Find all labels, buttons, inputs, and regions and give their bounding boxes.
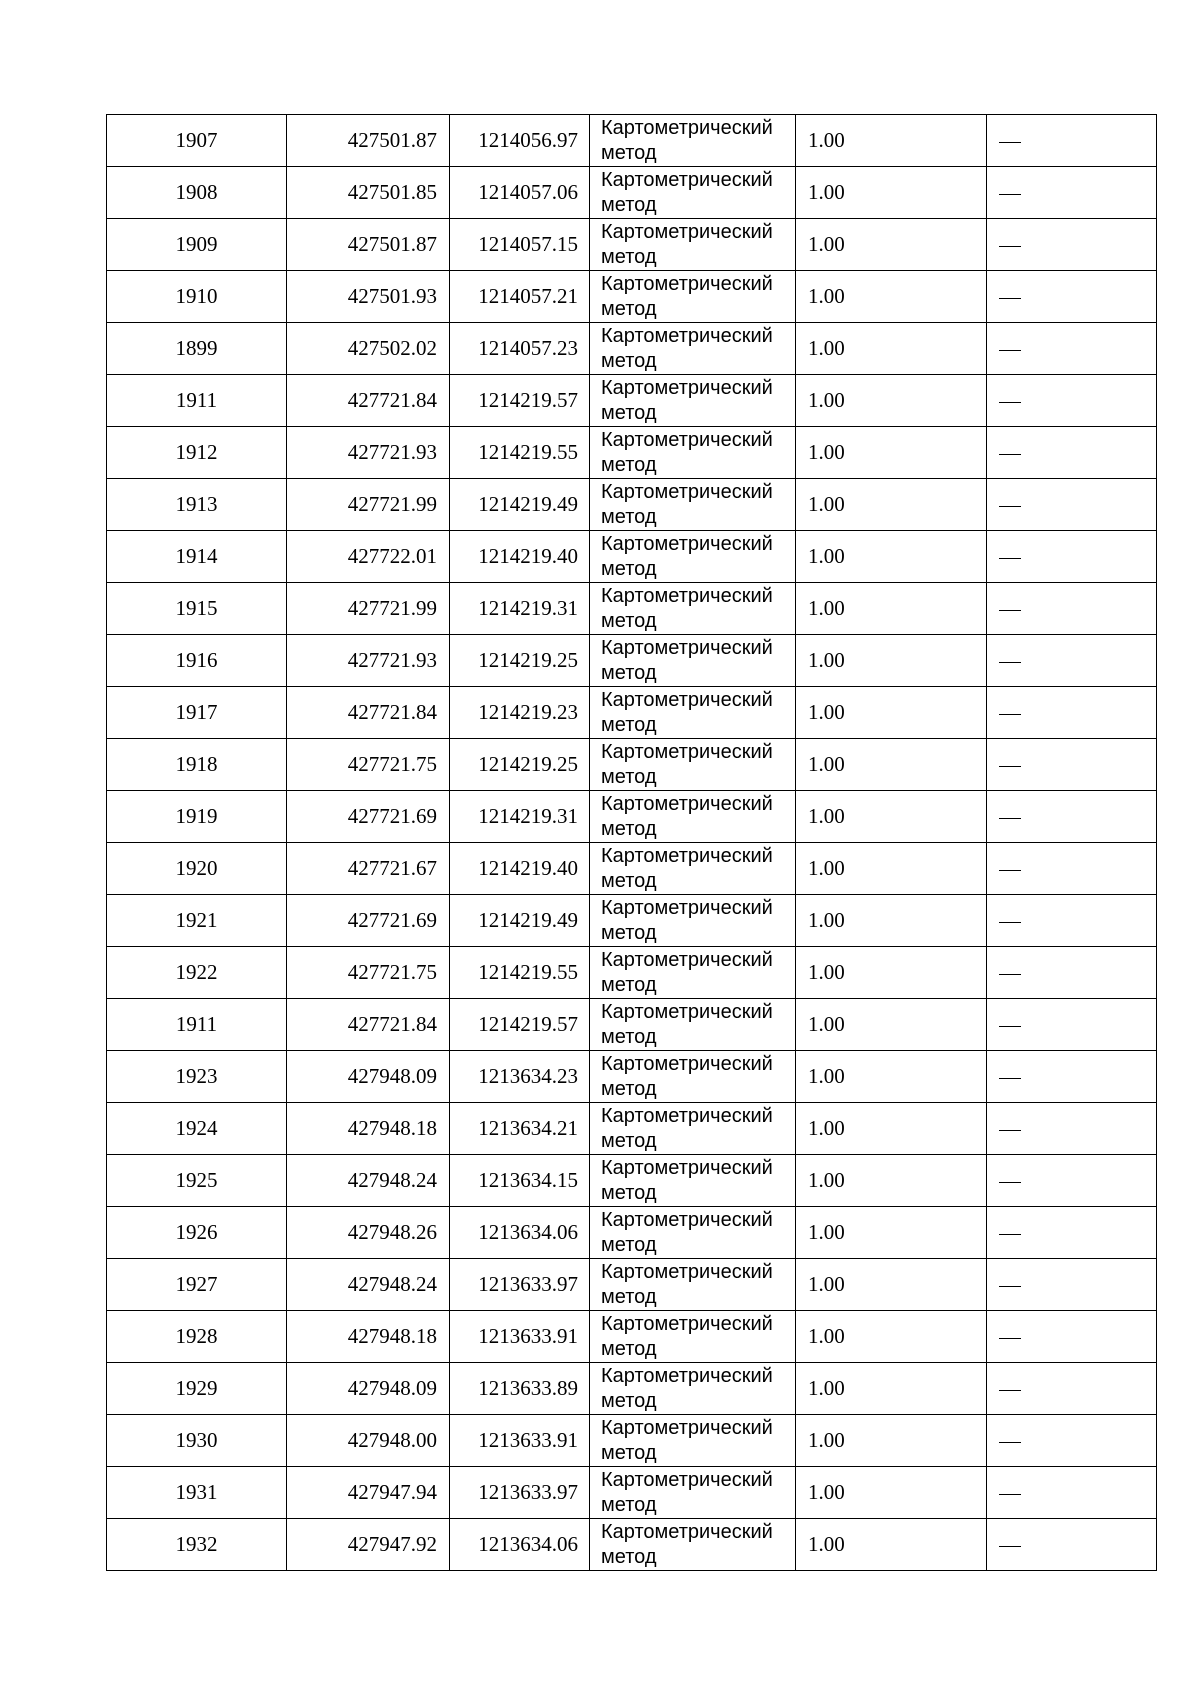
- accuracy-cell: 1.00: [796, 479, 987, 531]
- table-row: [107, 323, 1157, 375]
- x-coordinate-cell: 427721.93: [287, 635, 450, 687]
- accuracy-cell: 1.00: [796, 1051, 987, 1103]
- description-cell: [987, 531, 1157, 583]
- x-coordinate-cell: 427721.99: [287, 479, 450, 531]
- point-number-cell: 1908: [107, 167, 287, 219]
- method-cell: Картометрический метод: [590, 271, 796, 323]
- y-coordinate-cell: 1214219.40: [450, 843, 590, 895]
- table-row: [107, 479, 1157, 531]
- x-coordinate-cell: 427501.85: [287, 167, 450, 219]
- dash-mark: [999, 1182, 1021, 1183]
- dash-mark: [999, 1130, 1021, 1131]
- table-row: [107, 739, 1157, 791]
- table-row: [107, 583, 1157, 635]
- accuracy-cell: 1.00: [796, 115, 987, 167]
- dash-mark: [999, 454, 1021, 455]
- description-cell: [987, 1311, 1157, 1363]
- method-cell: Картометрический метод: [590, 1519, 796, 1571]
- table-row: [107, 687, 1157, 739]
- y-coordinate-cell: 1214219.23: [450, 687, 590, 739]
- point-number-cell: 1919: [107, 791, 287, 843]
- coordinates-table: [106, 114, 1157, 1571]
- accuracy-cell: 1.00: [796, 427, 987, 479]
- method-cell: Картометрический метод: [590, 739, 796, 791]
- accuracy-cell: 1.00: [796, 1519, 987, 1571]
- dash-mark: [999, 1286, 1021, 1287]
- accuracy-cell: 1.00: [796, 583, 987, 635]
- method-cell: Картометрический метод: [590, 1415, 796, 1467]
- y-coordinate-cell: 1213634.21: [450, 1103, 590, 1155]
- point-number-cell: 1916: [107, 635, 287, 687]
- point-number-cell: 1909: [107, 219, 287, 271]
- y-coordinate-cell: 1213634.15: [450, 1155, 590, 1207]
- point-number-cell: 1923: [107, 1051, 287, 1103]
- x-coordinate-cell: 427722.01: [287, 531, 450, 583]
- point-number-cell: 1918: [107, 739, 287, 791]
- description-cell: [987, 635, 1157, 687]
- dash-mark: [999, 714, 1021, 715]
- description-cell: [987, 323, 1157, 375]
- dash-mark: [999, 246, 1021, 247]
- y-coordinate-cell: 1213634.06: [450, 1519, 590, 1571]
- description-cell: [987, 1363, 1157, 1415]
- table-row: [107, 167, 1157, 219]
- method-cell: Картометрический метод: [590, 167, 796, 219]
- point-number-cell: 1926: [107, 1207, 287, 1259]
- point-number-cell: 1931: [107, 1467, 287, 1519]
- y-coordinate-cell: 1213634.23: [450, 1051, 590, 1103]
- method-cell: Картометрический метод: [590, 791, 796, 843]
- dash-mark: [999, 1078, 1021, 1079]
- method-cell: Картометрический метод: [590, 895, 796, 947]
- method-cell: Картометрический метод: [590, 375, 796, 427]
- x-coordinate-cell: 427948.18: [287, 1103, 450, 1155]
- method-cell: Картометрический метод: [590, 531, 796, 583]
- y-coordinate-cell: 1214219.49: [450, 895, 590, 947]
- x-coordinate-cell: 427721.67: [287, 843, 450, 895]
- method-cell: Картометрический метод: [590, 843, 796, 895]
- description-cell: [987, 1051, 1157, 1103]
- accuracy-cell: 1.00: [796, 687, 987, 739]
- table-row: [107, 1259, 1157, 1311]
- method-cell: Картометрический метод: [590, 1311, 796, 1363]
- table-row: [107, 1155, 1157, 1207]
- x-coordinate-cell: 427721.75: [287, 947, 450, 999]
- dash-mark: [999, 1338, 1021, 1339]
- y-coordinate-cell: 1214219.25: [450, 739, 590, 791]
- dash-mark: [999, 1390, 1021, 1391]
- y-coordinate-cell: 1213633.97: [450, 1467, 590, 1519]
- method-cell: Картометрический метод: [590, 687, 796, 739]
- description-cell: [987, 167, 1157, 219]
- description-cell: [987, 1155, 1157, 1207]
- x-coordinate-cell: 427502.02: [287, 323, 450, 375]
- method-cell: Картометрический метод: [590, 219, 796, 271]
- y-coordinate-cell: 1214219.40: [450, 531, 590, 583]
- description-cell: [987, 791, 1157, 843]
- method-cell: Картометрический метод: [590, 1103, 796, 1155]
- table-row: [107, 1363, 1157, 1415]
- dash-mark: [999, 610, 1021, 611]
- point-number-cell: 1911: [107, 999, 287, 1051]
- point-number-cell: 1928: [107, 1311, 287, 1363]
- description-cell: [987, 1415, 1157, 1467]
- description-cell: [987, 895, 1157, 947]
- method-cell: Картометрический метод: [590, 947, 796, 999]
- point-number-cell: 1930: [107, 1415, 287, 1467]
- dash-mark: [999, 1442, 1021, 1443]
- x-coordinate-cell: 427721.69: [287, 895, 450, 947]
- table-row: [107, 635, 1157, 687]
- description-cell: [987, 219, 1157, 271]
- coordinates-table-body: [107, 115, 1157, 1571]
- point-number-cell: 1912: [107, 427, 287, 479]
- y-coordinate-cell: 1214219.25: [450, 635, 590, 687]
- y-coordinate-cell: 1214219.55: [450, 947, 590, 999]
- method-cell: Картометрический метод: [590, 1259, 796, 1311]
- point-number-cell: 1914: [107, 531, 287, 583]
- point-number-cell: 1899: [107, 323, 287, 375]
- accuracy-cell: 1.00: [796, 375, 987, 427]
- description-cell: [987, 1207, 1157, 1259]
- y-coordinate-cell: 1214219.49: [450, 479, 590, 531]
- dash-mark: [999, 818, 1021, 819]
- x-coordinate-cell: 427721.69: [287, 791, 450, 843]
- x-coordinate-cell: 427721.84: [287, 999, 450, 1051]
- point-number-cell: 1910: [107, 271, 287, 323]
- accuracy-cell: 1.00: [796, 843, 987, 895]
- x-coordinate-cell: 427948.00: [287, 1415, 450, 1467]
- table-row: [107, 1415, 1157, 1467]
- accuracy-cell: 1.00: [796, 1259, 987, 1311]
- accuracy-cell: 1.00: [796, 1155, 987, 1207]
- description-cell: [987, 1467, 1157, 1519]
- table-row: [107, 271, 1157, 323]
- method-cell: Картометрический метод: [590, 1467, 796, 1519]
- table-row: [107, 1051, 1157, 1103]
- point-number-cell: 1929: [107, 1363, 287, 1415]
- accuracy-cell: 1.00: [796, 167, 987, 219]
- dash-mark: [999, 402, 1021, 403]
- point-number-cell: 1917: [107, 687, 287, 739]
- dash-mark: [999, 974, 1021, 975]
- y-coordinate-cell: 1214219.31: [450, 791, 590, 843]
- y-coordinate-cell: 1214219.57: [450, 375, 590, 427]
- x-coordinate-cell: 427948.24: [287, 1155, 450, 1207]
- dash-mark: [999, 662, 1021, 663]
- description-cell: [987, 427, 1157, 479]
- dash-mark: [999, 142, 1021, 143]
- x-coordinate-cell: 427947.92: [287, 1519, 450, 1571]
- point-number-cell: 1913: [107, 479, 287, 531]
- point-number-cell: 1921: [107, 895, 287, 947]
- y-coordinate-cell: 1214219.31: [450, 583, 590, 635]
- x-coordinate-cell: 427948.09: [287, 1363, 450, 1415]
- x-coordinate-cell: 427721.84: [287, 375, 450, 427]
- accuracy-cell: 1.00: [796, 1207, 987, 1259]
- description-cell: [987, 583, 1157, 635]
- accuracy-cell: 1.00: [796, 323, 987, 375]
- x-coordinate-cell: 427948.24: [287, 1259, 450, 1311]
- dash-mark: [999, 922, 1021, 923]
- description-cell: [987, 375, 1157, 427]
- table-row: [107, 999, 1157, 1051]
- accuracy-cell: 1.00: [796, 1311, 987, 1363]
- description-cell: [987, 947, 1157, 999]
- y-coordinate-cell: 1213633.97: [450, 1259, 590, 1311]
- description-cell: [987, 115, 1157, 167]
- x-coordinate-cell: 427501.87: [287, 219, 450, 271]
- accuracy-cell: 1.00: [796, 1363, 987, 1415]
- accuracy-cell: 1.00: [796, 1467, 987, 1519]
- dash-mark: [999, 194, 1021, 195]
- point-number-cell: 1907: [107, 115, 287, 167]
- table-row: [107, 791, 1157, 843]
- x-coordinate-cell: 427721.75: [287, 739, 450, 791]
- accuracy-cell: 1.00: [796, 219, 987, 271]
- y-coordinate-cell: 1213633.89: [450, 1363, 590, 1415]
- dash-mark: [999, 1026, 1021, 1027]
- y-coordinate-cell: 1214057.21: [450, 271, 590, 323]
- dash-mark: [999, 1234, 1021, 1235]
- method-cell: Картометрический метод: [590, 1051, 796, 1103]
- table-row: [107, 1467, 1157, 1519]
- description-cell: [987, 271, 1157, 323]
- accuracy-cell: 1.00: [796, 739, 987, 791]
- y-coordinate-cell: 1213633.91: [450, 1415, 590, 1467]
- point-number-cell: 1925: [107, 1155, 287, 1207]
- table-row: [107, 947, 1157, 999]
- accuracy-cell: 1.00: [796, 999, 987, 1051]
- dash-mark: [999, 558, 1021, 559]
- y-coordinate-cell: 1214057.23: [450, 323, 590, 375]
- point-number-cell: 1927: [107, 1259, 287, 1311]
- table-row: [107, 1311, 1157, 1363]
- table-row: [107, 1207, 1157, 1259]
- point-number-cell: 1922: [107, 947, 287, 999]
- x-coordinate-cell: 427721.84: [287, 687, 450, 739]
- dash-mark: [999, 1546, 1021, 1547]
- accuracy-cell: 1.00: [796, 895, 987, 947]
- method-cell: Картометрический метод: [590, 999, 796, 1051]
- x-coordinate-cell: 427947.94: [287, 1467, 450, 1519]
- method-cell: Картометрический метод: [590, 1363, 796, 1415]
- description-cell: [987, 843, 1157, 895]
- table-row: [107, 427, 1157, 479]
- description-cell: [987, 999, 1157, 1051]
- x-coordinate-cell: 427948.18: [287, 1311, 450, 1363]
- description-cell: [987, 739, 1157, 791]
- x-coordinate-cell: 427721.93: [287, 427, 450, 479]
- accuracy-cell: 1.00: [796, 531, 987, 583]
- description-cell: [987, 1103, 1157, 1155]
- method-cell: Картометрический метод: [590, 1155, 796, 1207]
- method-cell: Картометрический метод: [590, 323, 796, 375]
- x-coordinate-cell: 427948.09: [287, 1051, 450, 1103]
- method-cell: Картометрический метод: [590, 583, 796, 635]
- y-coordinate-cell: 1213634.06: [450, 1207, 590, 1259]
- table-row: [107, 219, 1157, 271]
- accuracy-cell: 1.00: [796, 791, 987, 843]
- table-row: [107, 531, 1157, 583]
- method-cell: Картометрический метод: [590, 115, 796, 167]
- method-cell: Картометрический метод: [590, 479, 796, 531]
- point-number-cell: 1911: [107, 375, 287, 427]
- dash-mark: [999, 870, 1021, 871]
- y-coordinate-cell: 1213633.91: [450, 1311, 590, 1363]
- dash-mark: [999, 350, 1021, 351]
- table-row: [107, 375, 1157, 427]
- x-coordinate-cell: 427948.26: [287, 1207, 450, 1259]
- y-coordinate-cell: 1214219.55: [450, 427, 590, 479]
- accuracy-cell: 1.00: [796, 1415, 987, 1467]
- accuracy-cell: 1.00: [796, 947, 987, 999]
- x-coordinate-cell: 427501.93: [287, 271, 450, 323]
- y-coordinate-cell: 1214057.06: [450, 167, 590, 219]
- dash-mark: [999, 506, 1021, 507]
- method-cell: Картометрический метод: [590, 635, 796, 687]
- description-cell: [987, 479, 1157, 531]
- y-coordinate-cell: 1214056.97: [450, 115, 590, 167]
- y-coordinate-cell: 1214219.57: [450, 999, 590, 1051]
- table-row: [107, 895, 1157, 947]
- point-number-cell: 1932: [107, 1519, 287, 1571]
- dash-mark: [999, 1494, 1021, 1495]
- description-cell: [987, 687, 1157, 739]
- accuracy-cell: 1.00: [796, 271, 987, 323]
- description-cell: [987, 1259, 1157, 1311]
- accuracy-cell: 1.00: [796, 1103, 987, 1155]
- point-number-cell: 1915: [107, 583, 287, 635]
- dash-mark: [999, 298, 1021, 299]
- table-row: [107, 115, 1157, 167]
- table-row: [107, 843, 1157, 895]
- method-cell: Картометрический метод: [590, 427, 796, 479]
- dash-mark: [999, 766, 1021, 767]
- accuracy-cell: 1.00: [796, 635, 987, 687]
- method-cell: Картометрический метод: [590, 1207, 796, 1259]
- table-row: [107, 1103, 1157, 1155]
- x-coordinate-cell: 427721.99: [287, 583, 450, 635]
- table-row: [107, 1519, 1157, 1571]
- y-coordinate-cell: 1214057.15: [450, 219, 590, 271]
- x-coordinate-cell: 427501.87: [287, 115, 450, 167]
- point-number-cell: 1924: [107, 1103, 287, 1155]
- point-number-cell: 1920: [107, 843, 287, 895]
- description-cell: [987, 1519, 1157, 1571]
